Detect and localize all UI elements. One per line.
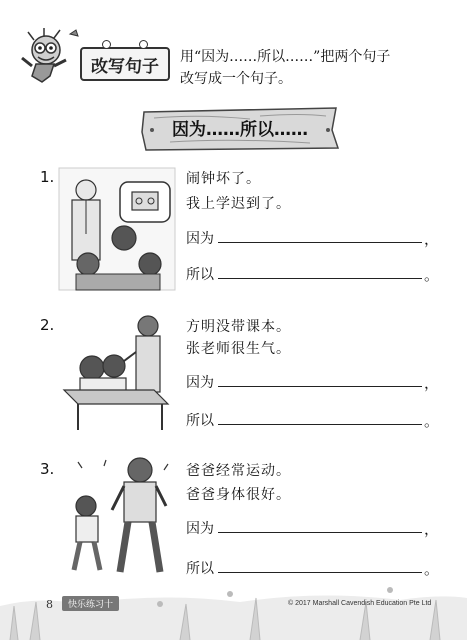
angry-teacher-students-illustration [58,312,176,434]
section-title: 改写句子 [91,56,159,77]
exercise-number: 2. [40,316,55,334]
section-title-box [80,47,170,81]
nail-icon [102,40,111,49]
answer-line[interactable] [218,532,422,533]
answer-label: 所以 [186,267,214,283]
page-number: 8 [46,598,53,611]
mascot-icon [18,26,88,86]
answer-line[interactable] [218,572,422,573]
answer-punctuation: 。 [424,266,440,284]
exercise-number: 3. [40,460,55,478]
answer-label: 因为 [186,521,214,537]
answer-label: 因为 [186,375,214,391]
answer-punctuation: ， [424,520,440,538]
nail-icon [139,40,148,49]
answer-punctuation: ， [424,230,440,248]
answer-line[interactable] [218,424,422,425]
sign-text: 因为……所以…… [172,120,308,140]
answer-line[interactable] [218,242,422,243]
sentence: 张老师很生气。 [186,341,291,357]
answer-punctuation: ， [424,374,440,392]
instruction-line: 用“因为……所以……”把两个句子 [180,49,391,65]
sentence: 爸爸经常运动。 [186,463,291,479]
instruction-line: 改写成一个句子。 [180,71,292,87]
sentence: 闹钟坏了。 [186,171,261,187]
answer-line[interactable] [218,386,422,387]
answer-punctuation: 。 [424,560,440,578]
alarm-clock-classroom-illustration [58,164,176,292]
instruction-text [180,46,440,90]
answer-punctuation: 。 [424,412,440,430]
sentence: 爸爸身体很好。 [186,487,291,503]
answer-label: 因为 [186,231,214,247]
copyright-text: © 2017 Marshall Cavendish Education Pte Ltd [288,600,432,607]
answer-line[interactable] [218,278,422,279]
book-title: 快乐练习十 [62,596,119,611]
exercise-number: 1. [40,168,55,186]
answer-label: 所以 [186,413,214,429]
sentence: 方明没带课本。 [186,319,291,335]
father-son-exercising-illustration [58,456,176,584]
sentence: 我上学迟到了。 [186,196,291,212]
answer-label: 所以 [186,561,214,577]
